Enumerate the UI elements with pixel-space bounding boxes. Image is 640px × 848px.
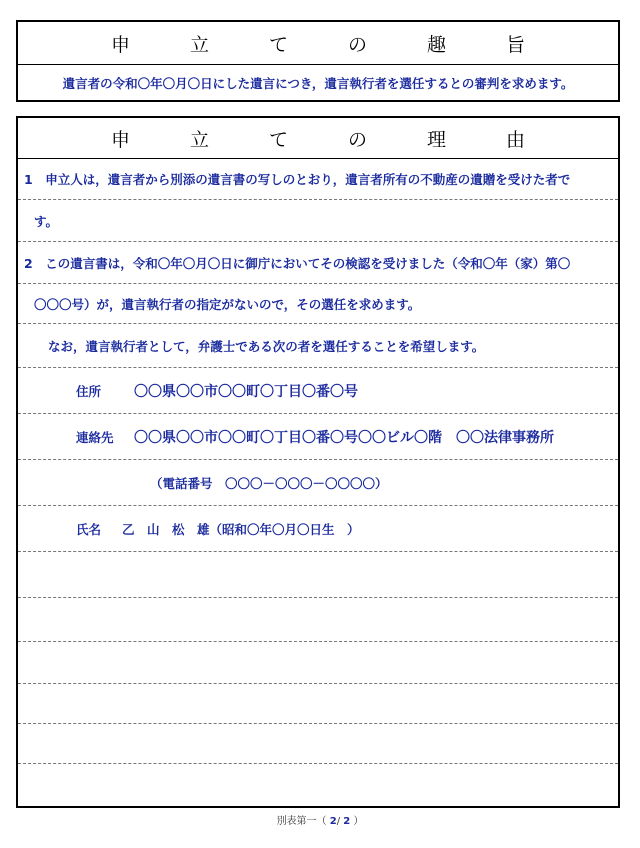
heading-char: て xyxy=(268,33,288,56)
reason-section xyxy=(16,116,620,808)
reason-line xyxy=(18,158,618,200)
name-row xyxy=(18,506,618,552)
address-row xyxy=(18,368,618,414)
footer-page: 2 xyxy=(329,816,337,827)
reason-line-text: なお，遺言執行者として，弁護士である次の者を選任することを希望します。 xyxy=(48,338,485,354)
reason-line-text: 2 この遺言書は，令和〇年〇月〇日に御庁においてその検認を受けました（令和〇年（家）第〇 xyxy=(24,255,571,271)
heading-char: 旨 xyxy=(506,33,526,56)
purpose-section xyxy=(16,20,620,102)
contact-value: 〇〇県〇〇市〇〇町〇丁目〇番〇号〇〇ビル〇階 〇〇法律事務所 xyxy=(134,429,554,446)
footer-sep: / xyxy=(336,816,341,827)
purpose-text: 遺言者の令和〇年〇月〇日にした遺言につき，遺言執行者を選任するとの審判を求めます。 xyxy=(62,76,574,91)
reason-line xyxy=(18,200,618,242)
reason-line-text: 1 申立人は，遺言者から別添の遺言書の写しのとおり，遺言者所有の不動産の遺贈を受けた者で xyxy=(24,171,571,187)
phone-row xyxy=(18,460,618,506)
blank-line xyxy=(18,642,618,684)
contact-row xyxy=(18,414,618,460)
name-label: 氏名 xyxy=(76,521,102,537)
reason-line-text: す。 xyxy=(34,213,59,229)
heading-char: 立 xyxy=(189,128,209,151)
heading-char: 理 xyxy=(427,128,447,151)
reason-line xyxy=(18,242,618,284)
footer-suffix: ） xyxy=(353,816,364,827)
blank-line xyxy=(18,552,618,598)
name-value: 乙 山 松 雄（昭和〇年〇月〇日生 ） xyxy=(122,521,360,537)
heading-char: の xyxy=(348,128,368,151)
heading-char: 立 xyxy=(189,33,209,56)
reason-line xyxy=(18,324,618,368)
address-label: 住所 xyxy=(76,383,102,399)
heading-char: 由 xyxy=(506,128,526,151)
footer-prefix: 別表第一（ xyxy=(276,816,327,827)
phone-number: （電話番号 〇〇〇－〇〇〇－〇〇〇〇） xyxy=(150,475,388,491)
heading-char: 申 xyxy=(110,33,130,56)
blank-line xyxy=(18,598,618,642)
heading-char: て xyxy=(268,128,288,151)
address-value: 〇〇県〇〇市〇〇町〇丁目〇番〇号 xyxy=(134,383,358,400)
contact-label: 連絡先 xyxy=(76,429,114,445)
footer-total: 2 xyxy=(343,816,351,827)
page-footer xyxy=(0,812,640,827)
heading-char: 申 xyxy=(110,128,130,151)
reason-line-text: 〇〇〇号）が，遺言執行者の指定がないので，その選任を求めます。 xyxy=(34,296,421,312)
blank-line xyxy=(18,724,618,764)
blank-line xyxy=(18,684,618,724)
reason-line xyxy=(18,284,618,324)
heading-char: 趣 xyxy=(427,33,447,56)
purpose-heading xyxy=(18,22,618,65)
heading-char: の xyxy=(348,33,368,56)
reason-heading xyxy=(18,118,618,159)
